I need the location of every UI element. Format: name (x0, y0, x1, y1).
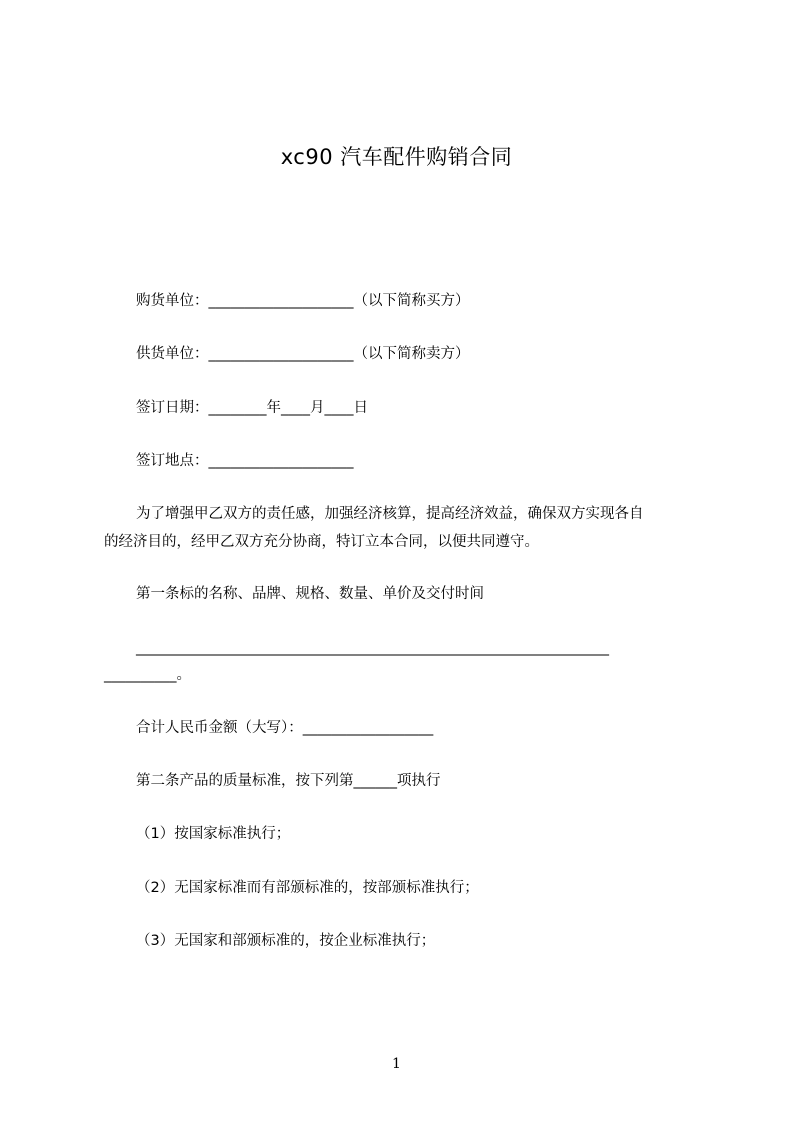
article-2-heading: 第二条产品的质量标准，按下列第______项执行 (136, 773, 441, 789)
article-1-heading: 第一条标的名称、品牌、规格、数量、单价及交付时间 (136, 586, 484, 602)
sign-date-line: 签订日期：________年____月____日 (136, 400, 368, 416)
quality-item-3: （3）无国家和部颁标准的，按企业标准执行； (136, 933, 436, 949)
seller-line: 供货单位：____________________（以下简称卖方） (136, 346, 470, 362)
intro-line-2: 的经济目的，经甲乙双方充分协商，特订立本合同，以便共同遵守。 (104, 534, 539, 550)
document-title: xc90 汽车配件购销合同 (280, 145, 513, 169)
buyer-line: 购货单位：____________________（以下简称买方） (136, 293, 470, 309)
intro-line-1: 为了增强甲乙双方的责任感，加强经济核算，提高经济效益，确保双方实现各自 (136, 506, 644, 522)
blank-line-1: ______________________________________________________________________ (136, 640, 609, 656)
total-amount-line: 合计人民币金额（大写）：__________________ (136, 720, 434, 736)
quality-item-2: （2）无国家标准而有部颁标准的，按部颁标准执行； (136, 880, 479, 896)
sign-place-line: 签订地点：____________________ (136, 453, 354, 469)
quality-item-1: （1）按国家标准执行； (136, 826, 291, 842)
page-number: 1 (392, 1056, 401, 1072)
blank-line-2: __________。 (104, 667, 191, 683)
